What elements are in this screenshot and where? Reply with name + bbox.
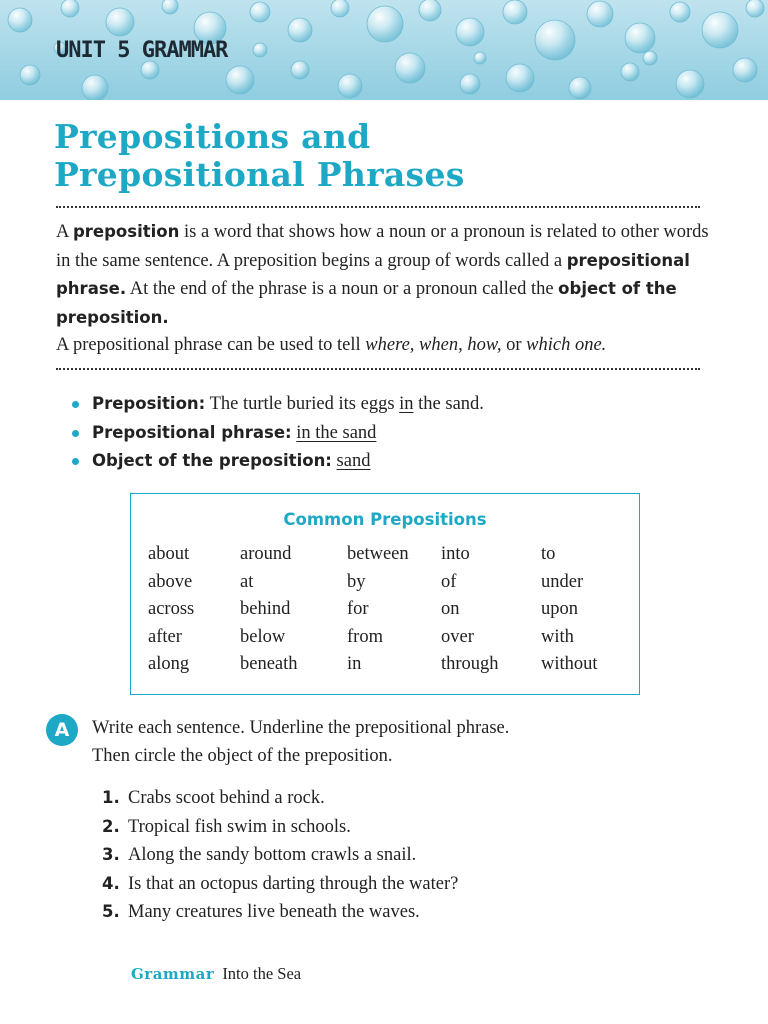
dotted-divider-top [56, 206, 700, 208]
preposition-word: about [148, 544, 190, 564]
header-banner [0, 0, 768, 100]
example-label: Prepositional phrase: [92, 422, 292, 442]
preposition-word: after [148, 626, 182, 647]
preposition-word: for [347, 599, 369, 620]
exercise-item [102, 898, 458, 927]
exercise-item [102, 813, 458, 842]
prep-column-2 [240, 541, 298, 679]
box-title: Common Prepositions [283, 510, 487, 529]
preposition-word: across [148, 599, 195, 620]
common-prepositions-box [130, 493, 640, 695]
title-line-2: Prepositional Phrases [54, 155, 465, 194]
prep-column-5 [541, 541, 598, 679]
example-item [72, 447, 484, 476]
preposition-word: by [347, 571, 366, 592]
preposition-word: on [441, 599, 460, 620]
example-text: The turtle buried its eggs [205, 394, 400, 414]
item-text: Is that an octopus darting through the water? [128, 873, 459, 894]
example-underlined: in [399, 394, 414, 414]
prep-column-1 [148, 541, 194, 679]
intro-italic-2: which one. [526, 335, 607, 356]
item-number: 5. [102, 902, 120, 922]
term-preposition: preposition [72, 222, 180, 241]
item-number: 2. [102, 816, 120, 836]
page-footer [131, 964, 301, 984]
item-text: Along the sandy bottom crawls a snail. [128, 845, 417, 866]
example-underlined: sand [336, 451, 371, 472]
preposition-word: around [240, 544, 292, 564]
preposition-word: of [441, 571, 457, 592]
preposition-word: in [347, 654, 362, 675]
preposition-word: between [347, 544, 409, 564]
intro-text-1: A [56, 222, 73, 242]
intro-text-3: At the end of the phrase is a noun or a pronoun called the [126, 279, 559, 300]
exercise-a-badge: A [46, 714, 78, 746]
exercise-list [102, 784, 458, 927]
preposition-word: beneath [240, 654, 298, 675]
preposition-word: from [347, 626, 383, 647]
intro-text-4: A prepositional phrase can be used to tell [56, 335, 366, 356]
instruction-line-1: Write each sentence. Underline the prepositional phrase. [92, 718, 510, 738]
example-label: Object of the preposition: [92, 451, 332, 471]
intro-paragraph [56, 218, 716, 360]
bullet-icon [72, 430, 79, 437]
term-prepositional-phrase: prepositional phrase. [56, 250, 690, 299]
example-item [72, 419, 484, 448]
preposition-word: to [541, 544, 556, 564]
preposition-word: at [240, 571, 254, 592]
footer-section: Grammar [131, 965, 215, 983]
item-text: Many creatures live beneath the waves. [128, 902, 420, 923]
preposition-word: over [441, 626, 474, 647]
exercise-item [102, 841, 458, 870]
intro-text-2: is a word that shows how a noun or a pronoun is related to other words in the same sentence. A preposition begins a group of words called a [56, 222, 709, 271]
unit-label: UNIT 5 GRAMMAR [56, 38, 228, 63]
example-item [72, 390, 484, 419]
bullet-icon [72, 401, 79, 408]
preposition-word: under [541, 571, 584, 592]
preposition-word: without [541, 654, 598, 675]
preposition-word: upon [541, 599, 578, 620]
item-text: Tropical fish swim in schools. [128, 816, 351, 837]
preposition-word: through [441, 654, 499, 675]
intro-italic-1: where, when, how, [365, 335, 502, 356]
preposition-word: below [240, 626, 286, 647]
dotted-divider-bottom [56, 368, 700, 370]
item-number: 1. [102, 788, 120, 807]
example-text-after: the sand. [413, 394, 484, 414]
instruction-line-2: Then circle the object of the preposition. [92, 746, 393, 766]
prep-column-4 [441, 541, 499, 679]
term-object-of-preposition: object of the preposition. [56, 279, 677, 327]
item-number: 4. [102, 873, 120, 893]
preposition-word: behind [240, 599, 291, 620]
intro-text-5: or [501, 335, 527, 356]
bullet-icon [72, 458, 79, 465]
example-list [72, 390, 484, 476]
footer-unit-title: Into the Sea [222, 964, 302, 983]
item-number: 3. [102, 845, 120, 865]
preposition-word: along [148, 654, 190, 675]
exercise-item [102, 870, 458, 899]
exercise-instructions [92, 714, 652, 770]
example-label: Preposition: [92, 394, 206, 413]
example-underlined: in the sand [296, 422, 377, 443]
preposition-word: above [148, 571, 193, 592]
exercise-item [102, 784, 458, 813]
preposition-word: with [541, 626, 574, 647]
title-line-1: Prepositions and [54, 117, 371, 156]
page-title [54, 118, 704, 194]
preposition-word: into [441, 544, 470, 564]
prep-column-3 [347, 541, 409, 679]
item-text: Crabs scoot behind a rock. [128, 788, 325, 808]
